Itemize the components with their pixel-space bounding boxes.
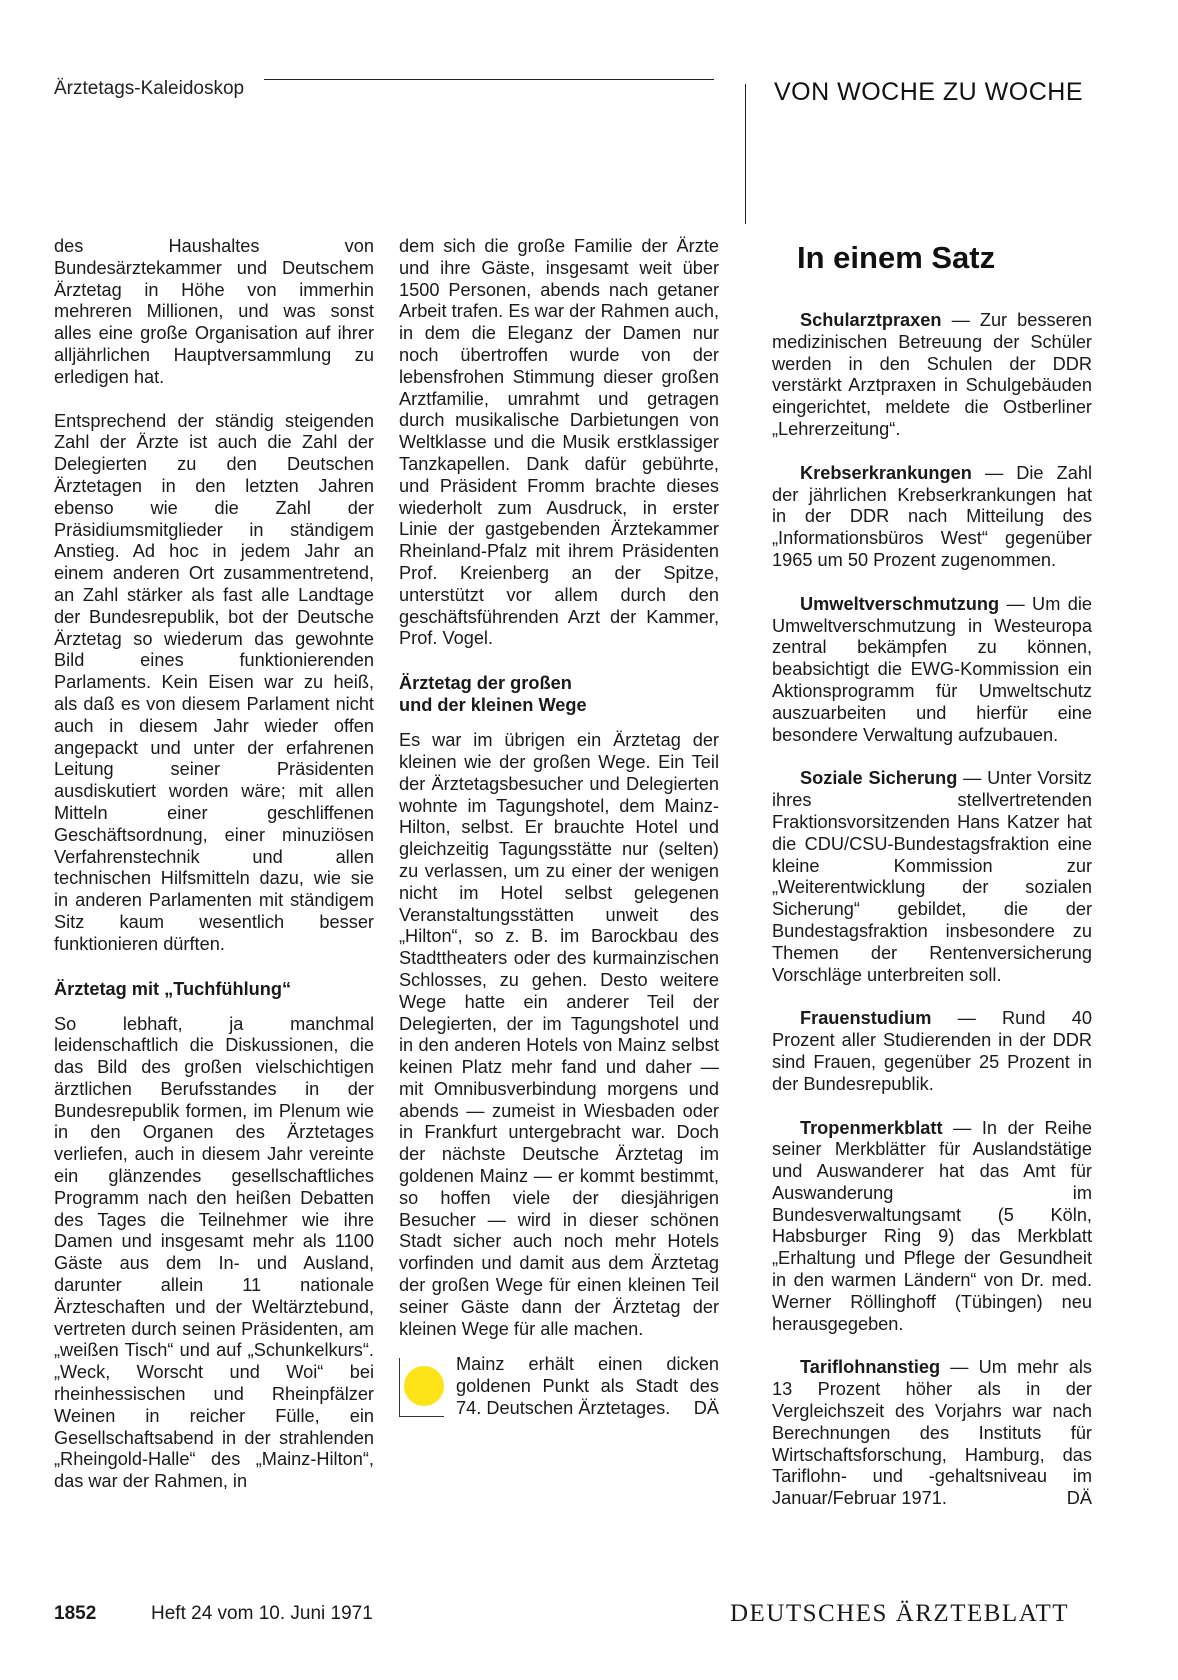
article-column-1	[54, 236, 374, 1493]
paragraph: des Haushaltes von Bundesärztekammer und Deutschem Ärztetag in Höhe von immerhin mehreren Millionen, und was sonst alles eine große Organisation auf ihrer alljährlichen Hauptversammlung zu erledigen hat.	[54, 236, 374, 387]
news-item-text: — In der Reihe seiner Merkblätter für Auslandstätige und Auswanderer hat das Amt für Auswanderung im Bundesverwaltungsamt (5 Köln, Habsburger Ring 9) das Merkblatt „Erhaltung und Pflege der Gesundheit in den warmen Ländern“ von Dr. med. Werner Röllinghoff (Tübingen) neu herausgegeben.	[772, 1117, 1092, 1334]
news-item	[772, 1008, 1092, 1095]
paragraph: Es war im übrigen ein Ärztetag der kleinen wie der großen Wege. Ein Teil der Ärztetagsbesucher und Delegierten wohnte im Tagungshotel, dem Mainz-Hilton, selbst. Er brauchte Hotel und gleichzeitig Tagungsstätte nur (selten) zu verlassen, um zu einer der wenigen nicht im Hotel selbst gelegenen Veranstaltungsstätten unweit des „Hilton“, so z. B. im Barockbau des Stadttheaters oder des kurmainzischen Schlosses, zu gehen. Desto weitere Wege hatte ein anderer Teil der Delegierten, der im Tagungshotel und in den anderen Hotels von Mainz selbst keinen Platz mehr fand und daher — mit Omnibusverbindung morgens und abends — zumeist in Wiesbaden oder in Frankfurt untergebracht war. Doch der nächste Deutsche Ärztetag im goldenen Mainz — er kommt bestimmt, so hoffen viele der diesjährigen Besucher — wird in dieser schönen Stadt sicher auch noch mehr Hotels vorfinden und damit aus dem Ärztetag der großen Wege für einen kleinen Teil seiner Gäste dann der Ärztetag der kleinen Wege für alle machen.	[399, 730, 719, 1339]
publication-name: DEUTSCHES ÄRZTEBLATT	[730, 1600, 1070, 1627]
news-column	[772, 310, 1092, 1510]
news-item-text: — Die Zahl der jährlichen Krebserkrankungen hat in der DDR nach Mitteilung des „Informationsbüros West“ gegenüber 1965 um 50 Prozent zugenommen.	[772, 462, 1092, 570]
note-body: Mainz erhält einen dicken goldenen Punkt als Stadt des 74. Deutschen Ärztetages.	[456, 1354, 719, 1419]
page-number: 1852	[54, 1603, 97, 1624]
news-heading: In einem Satz	[797, 240, 996, 275]
subheading-line: und der kleinen Wege	[399, 695, 587, 716]
news-item	[772, 768, 1092, 986]
news-item-text: — Zur besseren medizinischen Betreuung der Schüler werden in den Schulen der DDR verstärkt Arztpraxen in Schulgebäuden eingerichtet, meldete die Ostberliner „Lehrerzeitung“.	[772, 310, 1092, 439]
note-text	[456, 1354, 719, 1419]
news-item-title: Umweltverschmutzung	[800, 593, 1000, 614]
news-item-title: Tariflohnanstieg	[800, 1357, 941, 1378]
paragraph: So lebhaft, ja manchmal leidenschaftlich die Diskussionen, die das Bild des großen vielschichtigen ärztlichen Berufsstandes in der Bundesrepublik formen, im Plenum wie in den Organen des Ärztetages verliefen, auch in diesem Jahr vereinte ein glänzendes gesellschaftliches Programm nach den heißen Debatten des Tages die Teilnehmer wie ihre Damen und insgesamt mehr als 1100 Gäste aus dem In- und Ausland, darunter allein 11 nationale Ärzteschaften und der Weltärztebund, vertreten durch seinen Präsidenten, am „weißen Tisch“ und auf „Schunkelkurs“. „Weck, Worscht und Woi“ bei rheinhessischen und Rheinpfälzer Weinen in reicher Fülle, ein Gesellschaftsabend in der strahlenden „Rheingold-Halle“ des „Mainz-Hilton“, das war der Rahmen, in	[54, 1013, 374, 1492]
golden-point-note	[399, 1354, 719, 1419]
article-column-2	[399, 236, 719, 1420]
section-label: Ärztetags-Kaleidoskop	[54, 78, 245, 99]
column-divider	[745, 84, 746, 224]
news-item	[772, 1118, 1092, 1336]
news-item	[772, 463, 1092, 572]
paragraph: dem sich die große Familie der Ärzte und ihre Gäste, insgesamt weit über 1500 Personen, abends nach getaner Arbeit trafen. Es war der Rahmen auch, in dem die Eleganz der Damen nur noch übertroffen wurde von der lebensfrohen Stimmung dieser großen Arztfamilie, umrahmt und getragen durch musikalische Darbietungen von Weltklasse und die Musik erstklassiger Tanzkapellen. Dank dafür gebührte, und Präsident Fromm brachte dieses wiederholt zum Ausdruck, in erster Linie der gastgebenden Ärztekammer Rheinland-Pfalz mit ihrem Präsidenten Prof. Kreienberg an der Spitze, unterstützt vor allem durch den geschäftsführenden Arzt der Kammer, Prof. Vogel.	[399, 236, 719, 649]
news-item-text: — Unter Vorsitz ihres stellvertretenden Fraktionsvorsitzenden Hans Katzer hat die CDU/CSU-Bundestagsfraktion eine kleine Kommission zur „Weiterentwicklung der sozialen Sicherung“ gebildet, die der Bundestagsfraktion insbesondere zu Themen der Rentenversicherung Vorschläge unterbreiten soll.	[772, 768, 1092, 985]
news-item-text: — Um mehr als 13 Prozent höher als in der Vergleichszeit des Vorjahrs war nach Berechnungen des Instituts für Wirtschaftsforschung, Hamburg, das Tariflohn- und -gehaltsniveau im Januar/Februar 1971.	[772, 1357, 1092, 1509]
news-item-title: Frauenstudium	[800, 1008, 932, 1029]
signature: DÄ	[1066, 1488, 1092, 1509]
golden-dot-icon	[404, 1366, 444, 1406]
issue-info: Heft 24 vom 10. Juni 1971	[151, 1603, 373, 1624]
header-rule	[264, 79, 714, 80]
news-item-title: Krebserkrankungen	[800, 462, 972, 483]
subheading-line: Ärztetag der großen	[399, 673, 572, 694]
news-item	[772, 1357, 1092, 1510]
signature: DÄ	[693, 1398, 719, 1419]
news-item-title: Tropenmerkblatt	[800, 1117, 943, 1138]
dot-frame	[399, 1358, 444, 1417]
paragraph: Entsprechend der ständig steigenden Zahl der Ärzte ist auch die Zahl der Delegierten zu den Deutschen Ärztetagen in den letzten Jahren ebenso wie die Zahl der Präsidiumsmitglieder in ständigem Anstieg. Ad hoc in jedem Jahr an einem anderen Ort zusammentretend, an Zahl stärker als fast alle Landtage der Bundesrepublik, bot der Deutsche Ärztetag so wiederum das gewohnte Bild eines funktionierenden Parlaments. Kein Eisen war zu heiß, als daß es von diesem Parlament nicht auch in diesem Jahr wieder offen angepackt und unter der erfahrenen Leitung seiner Präsidenten ausdiskutiert worden wäre; mit allen Mitteln einer geschliffenen Geschäftsordnung, einer minuziösen Verfahrenstechnik und allen technischen Hilfsmitteln dazu, wie sie in anderen Parlamenten mit ständigem Sitz kaum wesentlich besser funktionieren dürften.	[54, 410, 374, 954]
news-item-text: — Rund 40 Prozent aller Studierenden in der DDR sind Frauen, gegenüber 25 Prozent in der Bundesrepublik.	[772, 1008, 1092, 1094]
subheading	[399, 672, 719, 716]
kicker-label: VON WOCHE ZU WOCHE	[774, 78, 1083, 106]
news-item-text: — Um die Umweltverschmutzung in Westeuropa zentral bekämpfen zu können, beabsichtigt die EWG-Kommission ein Aktionsprogramm für Umweltschutz auszuarbeiten und hierfür eine besondere Verwaltung aufzubauen.	[772, 593, 1092, 745]
news-item	[772, 310, 1092, 441]
subheading: Ärztetag mit „Tuchfühlung“	[54, 978, 292, 999]
news-item	[772, 594, 1092, 747]
news-item-title: Schularztpraxen	[800, 310, 942, 330]
news-item-title: Soziale Sicherung	[800, 768, 958, 789]
